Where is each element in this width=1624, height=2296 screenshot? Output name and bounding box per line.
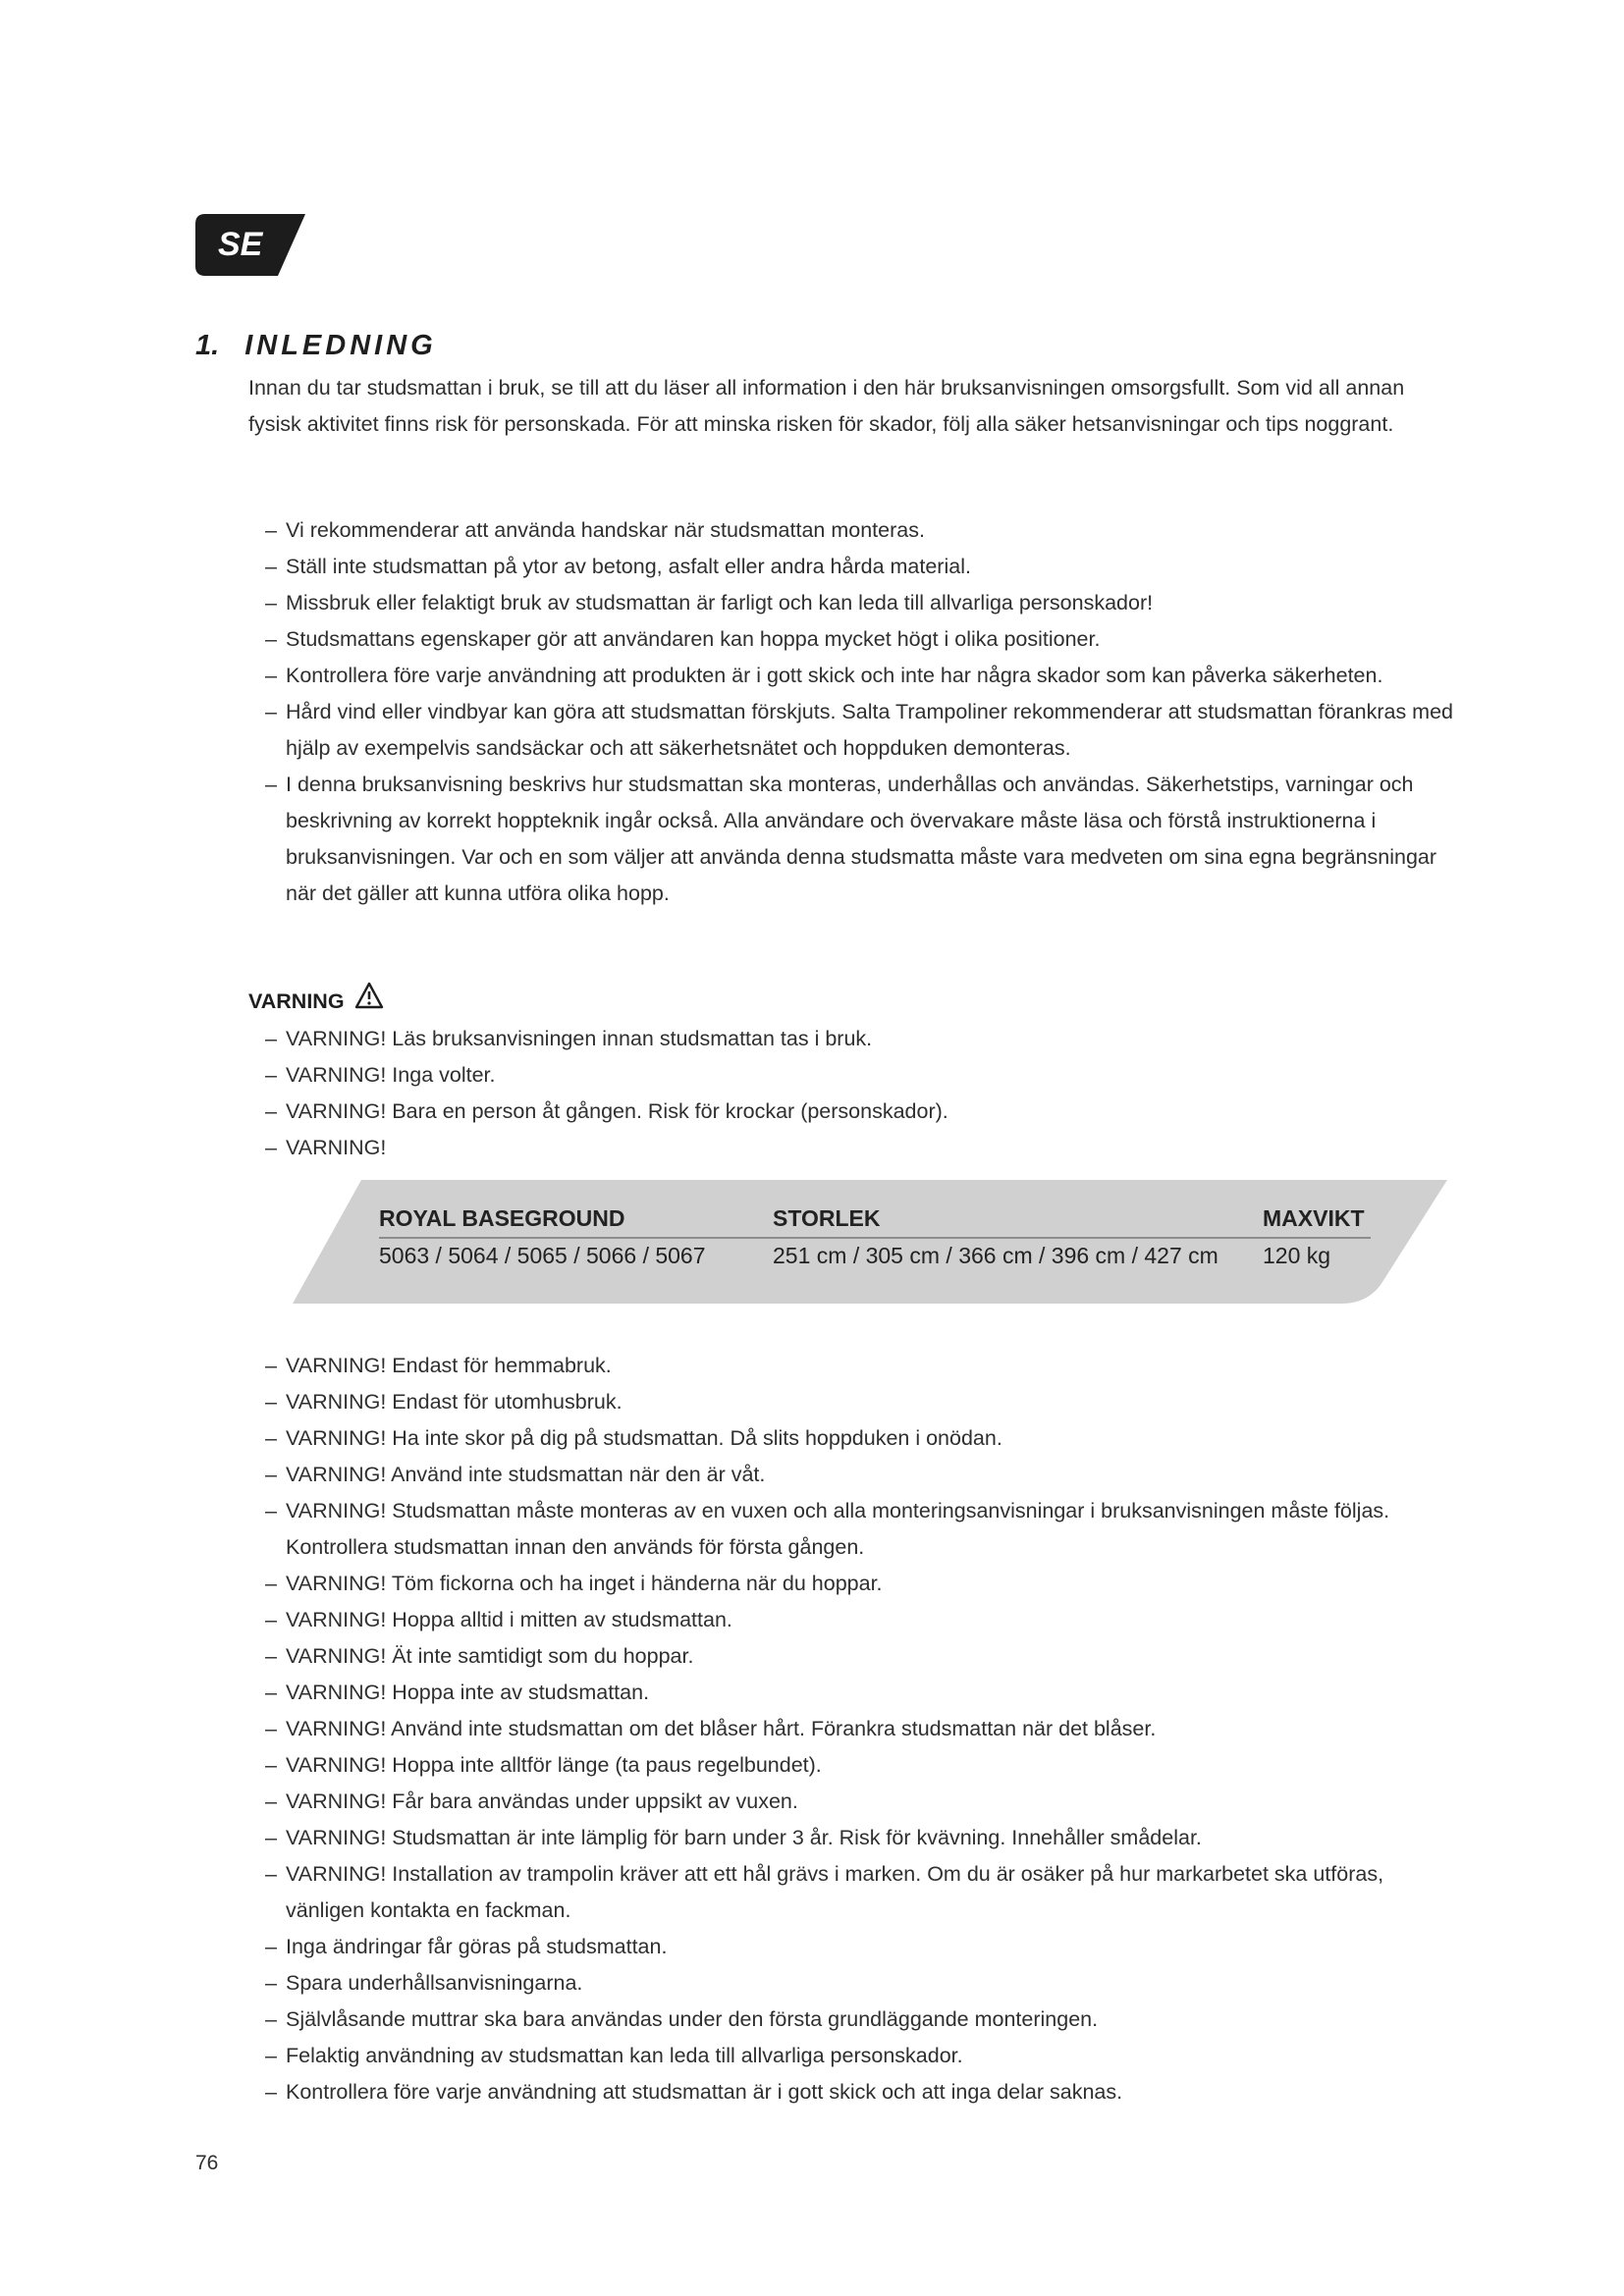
spec-value-size: 251 cm / 305 cm / 366 cm / 396 cm / 427 cm — [773, 1243, 1218, 1268]
list-item: – Ställ inte studsmattan på ytor av betong, asfalt eller andra hårda material. — [265, 549, 1463, 585]
list-item: – VARNING! Studsmattan är inte lämplig för barn under 3 år. Risk för kvävning. Innehåller smådelar. — [265, 1820, 1463, 1856]
warning-list-a — [265, 1021, 1463, 1166]
list-item: – VARNING! Hoppa inte av studsmattan. — [265, 1675, 1463, 1711]
list-item: – VARNING! Installation av trampolin kräver att ett hål grävs i marken. Om du är osäker på hur markarbetet ska utföras, vänligen kontakta en fackman. — [265, 1856, 1463, 1929]
list-item: – VARNING! Hoppa inte alltför länge (ta paus regelbundet). — [265, 1747, 1463, 1784]
warning-heading — [248, 982, 384, 1021]
list-item: – VARNING! Studsmattan måste monteras av en vuxen och alla monteringsanvisningar i bruksanvisningen måste följas. Kontrollera studsmattan innan den används för första gången. — [265, 1493, 1463, 1566]
list-item: – Missbruk eller felaktigt bruk av studsmattan är farligt och kan leda till allvarliga personskador! — [265, 585, 1463, 621]
list-item: – VARNING! Ät inte samtidigt som du hoppar. — [265, 1638, 1463, 1675]
intro-list — [265, 512, 1463, 912]
intro-paragraph: Innan du tar studsmattan i bruk, se till att du läser all information i den här bruksanvisningen omsorgsfullt. Som vid all annan fysisk aktivitet finns risk för personskada. För att minska risken för skador, följ alla säker hetsanvisningar och tips noggrant. — [248, 376, 1405, 436]
list-item: – Felaktig användning av studsmattan kan leda till allvarliga personskador. — [265, 2038, 1463, 2074]
spec-value-max-weight: 120 kg — [1263, 1243, 1331, 1268]
list-item: – VARNING! Bara en person åt gången. Risk för krockar (personskador). — [265, 1094, 1463, 1130]
list-item: – Hård vind eller vindbyar kan göra att studsmattan förskjuts. Salta Trampoliner rekommenderar att studsmattan förankras med hjälp av exempelvis sandsäckar och att säkerhetsnätet och hoppduken demonteras. — [265, 694, 1463, 767]
list-item: – Kontrollera före varje användning att studsmattan är i gott skick och att inga delar saknas. — [265, 2074, 1463, 2110]
list-item: – VARNING! Ha inte skor på dig på studsmattan. Då slits hoppduken i onödan. — [265, 1420, 1463, 1457]
list-item: – VARNING! Töm fickorna och ha inget i händerna när du hoppar. — [265, 1566, 1463, 1602]
list-item: – VARNING! Hoppa alltid i mitten av studsmattan. — [265, 1602, 1463, 1638]
list-item: – VARNING! Använd inte studsmattan om det blåser hårt. Förankra studsmattan när det blåser. — [265, 1711, 1463, 1747]
list-item: – Studsmattans egenskaper gör att användaren kan hoppa mycket högt i olika positioner. — [265, 621, 1463, 658]
list-item: – VARNING! Får bara användas under uppsikt av vuxen. — [265, 1784, 1463, 1820]
spec-header-size: STORLEK — [773, 1205, 881, 1231]
list-item: – VARNING! — [265, 1130, 1463, 1166]
list-item: – Kontrollera före varje användning att produkten är i gott skick och inte har några skador som kan påverka säkerheten. — [265, 658, 1463, 694]
warning-heading-label: VARNING — [248, 988, 345, 1013]
list-item: – VARNING! Läs bruksanvisningen innan studsmattan tas i bruk. — [265, 1021, 1463, 1057]
spec-table — [293, 1180, 1447, 1304]
list-item: – Inga ändringar får göras på studsmattan. — [265, 1929, 1463, 1965]
list-item: – Självlåsande muttrar ska bara användas under den första grundläggande monteringen. — [265, 2002, 1463, 2038]
list-item: – VARNING! Använd inte studsmattan när den är våt. — [265, 1457, 1463, 1493]
list-item: – VARNING! Endast för utomhusbruk. — [265, 1384, 1463, 1420]
section-heading — [195, 330, 437, 362]
list-item: – VARNING! Inga volter. — [265, 1057, 1463, 1094]
section-title: INLEDNING — [244, 330, 437, 361]
spec-header-model: ROYAL BASEGROUND — [379, 1205, 625, 1231]
page-number: 76 — [195, 2152, 219, 2174]
list-item: – Spara underhållsanvisningarna. — [265, 1965, 1463, 2002]
language-code: SE — [218, 226, 263, 263]
list-item: – I denna bruksanvisning beskrivs hur studsmattan ska monteras, underhållas och användas. Säkerhetstips, varningar och beskrivning av korrekt hoppteknik ingår också. Alla användare och övervakare måste läsa och förstå instruktionerna i bruksanvisningen. Var och en som väljer att använda denna studsmatta måste vara medveten om sina egna begränsningar när det gäller att kunna utföra olika hopp. — [265, 767, 1463, 912]
list-item: – VARNING! Endast för hemmabruk. — [265, 1348, 1463, 1384]
spec-divider — [379, 1237, 1371, 1239]
warning-triangle-icon — [354, 982, 384, 1021]
spec-value-model: 5063 / 5064 / 5065 / 5066 / 5067 — [379, 1243, 706, 1268]
list-item: – Vi rekommenderar att använda handskar när studsmattan monteras. — [265, 512, 1463, 549]
section-number: 1. — [195, 330, 220, 361]
warning-list-b — [265, 1348, 1463, 2110]
spec-header-max-weight: MAXVIKT — [1263, 1205, 1365, 1231]
